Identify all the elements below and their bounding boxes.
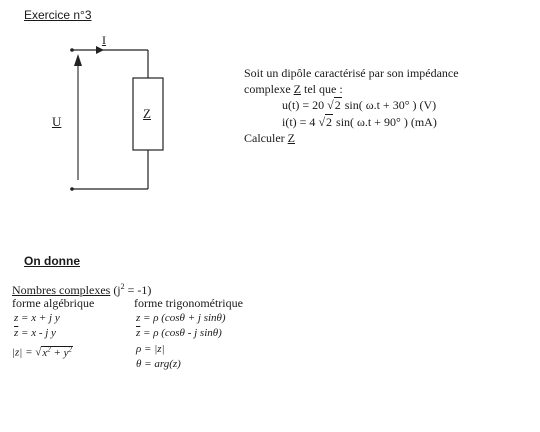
current-label: I	[102, 33, 106, 47]
sqrt-symbol: $√x^2 + y^2$	[35, 345, 73, 359]
trig-form-title: forme trigonométrique	[134, 296, 243, 310]
trig1-z: z	[136, 312, 141, 324]
voltage-eq-post: sin( ω.t + 30° ) (V)	[341, 98, 437, 112]
calc-z: Z	[287, 131, 295, 145]
alg3-sup-b: 2	[68, 345, 73, 353]
sqrt-symbol: √2	[318, 115, 333, 129]
voltage-eq-radicand: 2	[334, 98, 341, 112]
terminal-top	[70, 48, 74, 52]
alg2-z: $\overline{z}$	[14, 327, 19, 339]
complex-numbers-label: Nombres complexes	[12, 283, 111, 297]
trig2-z: $\overline{z}$	[136, 327, 141, 339]
given-title: On donne	[24, 254, 80, 268]
trig-eq3: ρ = |z|	[136, 343, 165, 355]
current-eq-post: sin( ω.t + 90° ) (mA)	[333, 115, 437, 129]
terminal-bottom	[70, 187, 74, 191]
alg1-rest: = x + j y	[18, 312, 60, 324]
algebraic-eq2	[14, 327, 56, 339]
trig-eq1	[136, 312, 226, 324]
voltage-eq-pre: u(t) = 20	[282, 98, 328, 112]
alg3-rad-a: x	[42, 346, 48, 359]
trig2-rest: = ρ (cosθ - j sinθ)	[140, 327, 222, 339]
alg3-pre: |z| =	[12, 346, 36, 359]
j-pre: (j	[110, 283, 121, 297]
j-post: = -1)	[124, 283, 152, 297]
alg2-rest: = x - j y	[18, 327, 56, 339]
voltage-equation	[282, 98, 436, 113]
alg1-z: z	[14, 312, 19, 324]
statement-line2-pre: complexe	[244, 82, 294, 96]
statement-line2-z: Z	[293, 82, 301, 96]
calc-pre: Calculer	[244, 131, 288, 145]
trig-eq2	[136, 327, 222, 339]
j-sup: 2	[120, 282, 125, 291]
trig1-rest: = ρ (cosθ + j sinθ)	[140, 312, 226, 324]
voltage-label: U	[52, 114, 62, 129]
algebraic-eq1	[14, 312, 60, 324]
trig-eq4: θ = arg(z)	[136, 358, 181, 370]
exercise-title: Exercice n°3	[24, 8, 92, 22]
statement-line2	[244, 82, 343, 97]
statement-line1: Soit un dipôle caractérisé par son impédance	[244, 66, 459, 80]
statement-line2-post: tel que :	[301, 82, 343, 96]
algebraic-form-title: forme algébrique	[12, 296, 95, 310]
alg3-sup-a: 2	[47, 345, 51, 353]
current-eq-pre: i(t) = 4	[282, 115, 319, 129]
current-eq-radicand: 2	[326, 115, 333, 129]
voltage-arrowhead	[74, 54, 82, 66]
impedance-label: Z	[143, 106, 151, 121]
alg3-rad-b: + y	[50, 346, 69, 359]
algebraic-eq3	[12, 345, 73, 359]
sqrt-symbol: √2	[327, 98, 341, 112]
calc-instruction	[244, 131, 295, 146]
current-equation	[282, 115, 437, 130]
